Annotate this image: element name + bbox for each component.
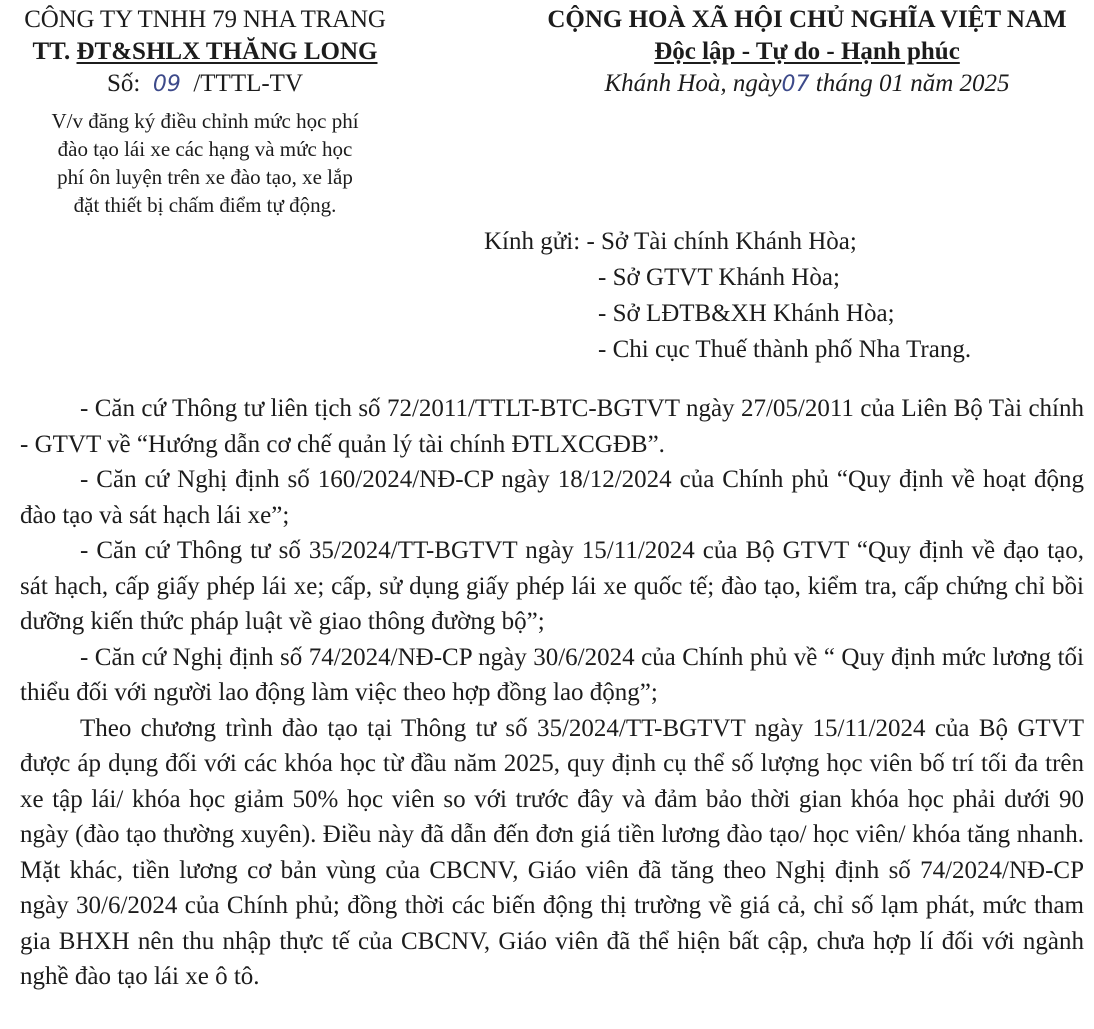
date-prefix: Khánh Hoà, ngày (604, 70, 782, 97)
document-date (520, 68, 1094, 101)
recipient-item: - Sở LĐTB&XH Khánh Hòa; (598, 300, 895, 327)
recipients-block (484, 224, 971, 368)
center-name-prefix: TT. (32, 38, 71, 65)
body-paragraph: - Căn cứ Nghị định số 160/2024/NĐ-CP ngày 18/12/2024 của Chính phủ “Quy định về hoạt động đào tạo và sát hạch lái xe”; (20, 466, 1084, 529)
recipient-item: - Sở Tài chính Khánh Hòa; (586, 228, 857, 255)
document-body (20, 391, 1084, 995)
subject-line: V/v đăng ký điều chỉnh mức học phí (51, 109, 359, 133)
ref-label: Số: (106, 70, 141, 97)
document-subject (0, 107, 410, 219)
date-day-handwritten: 07 (781, 72, 810, 97)
body-paragraph: - Căn cứ Nghị định số 74/2024/NĐ-CP ngày 30/6/2024 của Chính phủ về “ Quy định mức lương tối thiểu đối với người lao động làm việc theo hợp đồng lao động”; (20, 643, 1084, 706)
motto-wrapper (520, 36, 1094, 68)
recipients-label: Kính gửi: (484, 228, 581, 255)
body-paragraph: - Căn cứ Thông tư liên tịch số 72/2011/TTLT-BTC-BGTVT ngày 27/05/2011 của Liên Bộ Tài chính - GTVT về “Hướng dẫn cơ chế quản lý tài chính ĐTLXCGĐB”. (20, 395, 1084, 458)
ref-suffix: /TTTL-TV (193, 70, 304, 97)
sender-header (0, 4, 410, 219)
company-name: CÔNG TY TNHH 79 NHA TRANG (24, 6, 386, 33)
recipient-item: - Chi cục Thuế thành phố Nha Trang. (598, 336, 972, 363)
ref-number-handwritten: 09 (152, 72, 181, 97)
center-name-underlined: ĐT&SHLX THĂNG LONG (76, 38, 378, 65)
recipient-row (484, 224, 971, 260)
training-center-name (0, 36, 410, 68)
date-suffix: tháng 01 năm 2025 (815, 70, 1010, 97)
subject-line: đặt thiết bị chấm điểm tự động. (73, 193, 337, 217)
recipient-item: - Sở GTVT Khánh Hòa; (598, 264, 840, 291)
national-header (520, 4, 1094, 101)
national-title: CỘNG HOÀ XÃ HỘI CHỦ NGHĨA VIỆT NAM (547, 6, 1067, 33)
subject-line: đào tạo lái xe các hạng và mức học (57, 137, 353, 161)
body-paragraph: - Căn cứ Thông tư số 35/2024/TT-BGTVT ngày 15/11/2024 của Bộ GTVT “Quy định về đạo tạo, sát hạch, cấp giấy phép lái xe; cấp, sử dụng giấy phép lái xe quốc tế; đào tạo, kiểm tra, cấp chứng chỉ bồi dưỡng kiến thức pháp luật về giao thông đường bộ”; (20, 537, 1084, 635)
body-paragraph: Theo chương trình đào tạo tại Thông tư số 35/2024/TT-BGTVT ngày 15/11/2024 của Bộ GTVT được áp dụng đối với các khóa học từ đầu năm 2025, quy định cụ thể số lượng học viên bố trí tối đa trên xe tập lái/ khóa học giảm 50% học viên so với trước đây và đảm bảo thời gian khóa học phải dưới 90 ngày (đào tạo thường xuyên). Điều này đã dẫn đến đơn giá tiền lương đào tạo/ học viên/ khóa tăng nhanh. Mặt khác, tiền lương cơ bản vùng của CBCNV, Giáo viên đã tăng theo Nghị định số 74/2024/NĐ-CP ngày 30/6/2024 của Chính phủ; đồng thời các biến động thị trường về giá cả, chỉ số lạm phát, mức tham gia BHXH nên thu nhập thực tế của CBCNV, Giáo viên đã thể hiện bất cập, chưa hợp lí đối với ngành nghề đào tạo lái xe ô tô. (20, 714, 1084, 990)
document-reference (0, 68, 410, 101)
national-motto: Độc lập - Tự do - Hạnh phúc (654, 38, 960, 65)
subject-line: phí ôn luyện trên xe đào tạo, xe lắp (57, 165, 353, 189)
